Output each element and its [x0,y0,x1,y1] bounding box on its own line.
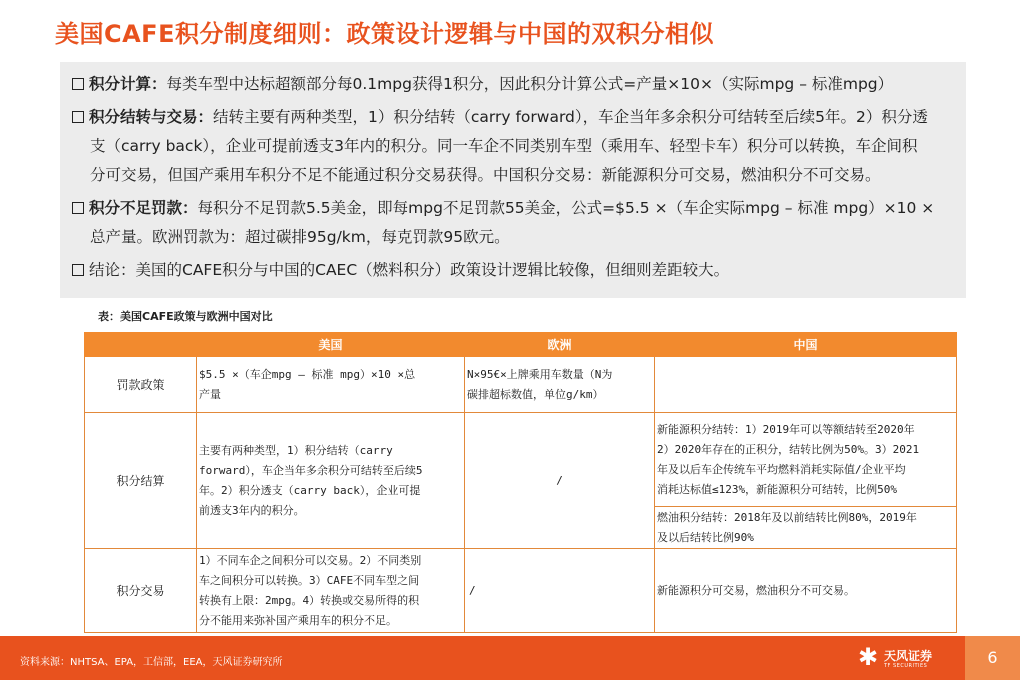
table-row-trading [85,549,957,633]
row-head: 罚款政策 [85,357,197,413]
logo-name: 天风证券 [884,649,933,663]
point-text-cont: 总产量。欧洲罚款为：超过碳排95g/km，每克罚款95欧元。 [90,228,510,246]
cell-line: 转换有上限：2mpg。4）转换或交易所得的积 [199,593,420,607]
cell-line: 燃油积分结转：2018年及以前结转比例80%，2019年 [657,510,917,524]
cell-line: forward），车企当年多余积分可结转至后续5 [199,463,423,477]
cell-line: 1）不同车企之间积分可以交易。2）不同类别 [199,553,422,567]
cell-line: 新能源积分结转：1）2019年可以等额结转至2020年 [657,422,915,436]
point-text: 每类车型中达标超额部分每0.1mpg获得1积分，因此积分计算公式=产量×10×（实际mpg – 标准mpg） [166,75,894,93]
cell-line: 车之间积分可以转换。3）CAFE不同车型之间 [199,573,420,587]
cell-cn [655,357,957,413]
logo-star-icon: ✱ [858,643,879,671]
cell-line: 碳排超标数值，单位g/km） [467,387,604,401]
point-text: 结转主要有两种类型，1）积分结转（carry forward），车企当年多余积分可结转至后续5年。2）积分透 [213,108,928,126]
header-eu: 欧洲 [465,333,655,357]
cell-line: N×95€×上牌乘用车数量（N为 [467,367,613,381]
cell-line: 分不能用来弥补国产乘用车的积分不足。 [199,613,397,627]
point-carryover-trade [72,103,952,190]
cell-line: 及以后结转比例90% [657,530,754,544]
checkbox-bullet-icon [72,202,84,214]
page-number: 6 [965,636,1020,680]
comparison-table [84,332,957,633]
header-blank [85,333,197,357]
header-us: 美国 [197,333,465,357]
cell-eu: / [465,549,655,633]
checkbox-bullet-icon [72,264,84,276]
point-label: 积分计算： [89,75,167,93]
logo-subtitle: TF SECURITIES [884,663,928,669]
table-header-row [85,333,957,357]
point-text-cont: 分可交易，但国产乘用车积分不足不能通过积分交易获得。中国积分交易：新能源积分可交易，燃油积分不可交易。 [90,166,881,184]
point-text: 结论：美国的CAFE积分与中国的CAEC（燃料积分）政策设计逻辑比较像，但细则差距较大。 [89,261,730,279]
point-text-cont: 支（carry back），企业可提前透支3年内的积分。同一车企不同类别车型（乘用车、轻型卡车）积分可以转换，车企间积 [90,137,918,155]
cell-line: 产量 [199,387,221,401]
source-note: 资料来源：NHTSA、EPA，工信部，EEA，天风证券研究所 [20,657,283,668]
cell-cn [655,413,957,507]
cell-line: 前透支3年内的积分。 [199,503,305,517]
cell-line: $5.5 ×（车企mpg – 标准 mpg）×10 ×总 [199,367,416,381]
header-cn: 中国 [655,333,957,357]
point-label: 积分不足罚款： [89,199,198,217]
cell-cn: 新能源积分可交易，燃油积分不可交易。 [655,549,957,633]
cell-line: 年及以后车企传统车平均燃料消耗实际值/企业平均 [657,462,906,476]
table-caption: 表：美国CAFE政策与欧洲中国对比 [98,310,273,323]
point-credit-calc [72,70,952,99]
table-row-penalty [85,357,957,413]
company-logo [858,644,958,674]
cell-cn-fuel [655,507,957,549]
table-row-settlement [85,413,957,507]
checkbox-bullet-icon [72,78,84,90]
summary-box [60,62,966,298]
cell-us [197,549,465,633]
cell-us [197,357,465,413]
row-head: 积分交易 [85,549,197,633]
cell-line: 主要有两种类型，1）积分结转（carry [199,443,393,457]
row-head: 积分结算 [85,413,197,549]
checkbox-bullet-icon [72,111,84,123]
cell-line: 年。2）积分透支（carry back），企业可提 [199,483,421,497]
cell-line: 消耗达标值≤123%，新能源积分可结转，比例50% [657,482,897,496]
cell-line: 2）2020年存在的正积分，结转比例为50%。3）2021 [657,442,920,456]
slide-title: 美国CAFE积分制度细则：政策设计逻辑与中国的双积分相似 [55,20,714,48]
point-penalty [72,194,952,252]
point-conclusion [72,256,952,285]
point-text: 每积分不足罚款5.5美金，即每mpg不足罚款55美金，公式=$5.5 ×（车企实际mpg – 标准 mpg）×10 × [197,199,935,217]
cell-eu: / [465,413,655,549]
cell-eu [465,357,655,413]
footer-bar [0,636,1020,680]
point-label: 积分结转与交易： [89,108,214,126]
cell-us [197,413,465,549]
